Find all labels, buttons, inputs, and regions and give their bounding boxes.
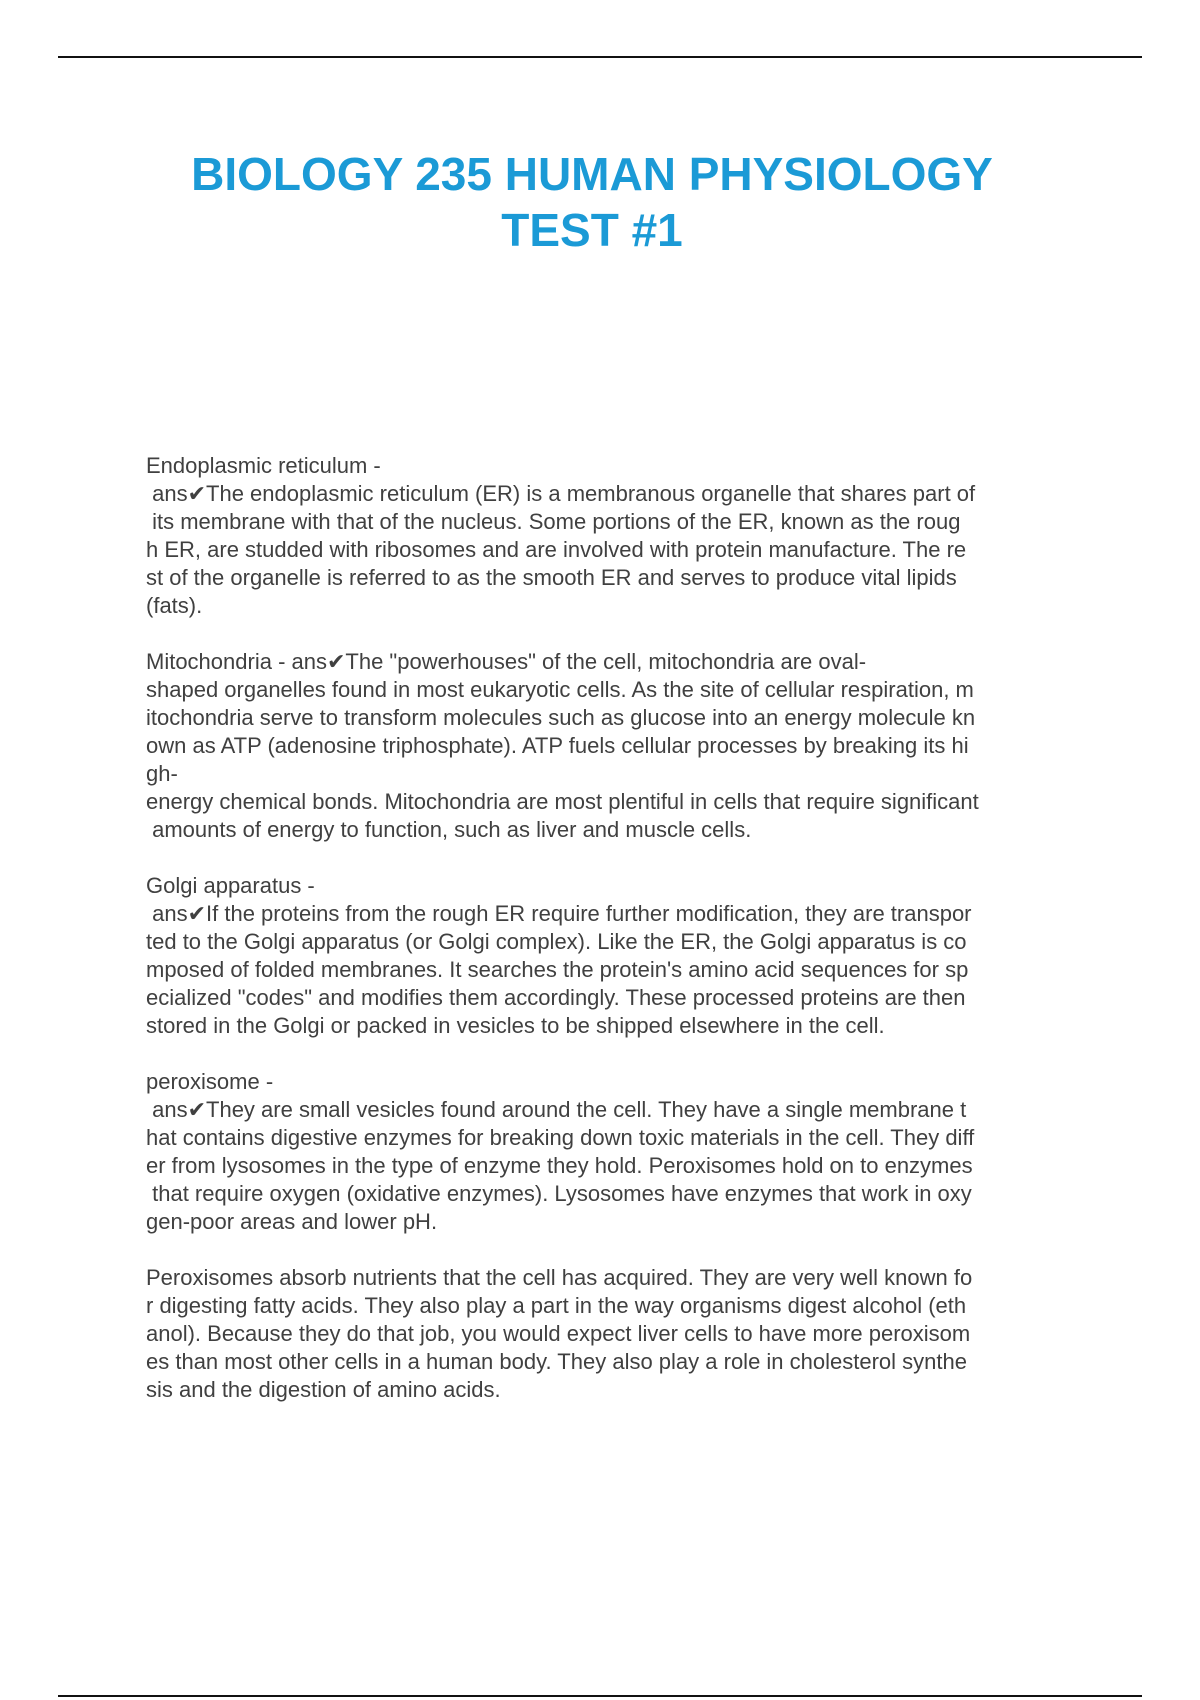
text-line: that require oxygen (oxidative enzymes). Lysosomes have enzymes that work in oxy [146, 1181, 972, 1206]
text-line: shaped organelles found in most eukaryotic cells. As the site of cellular respiration, m [146, 677, 974, 702]
text-line: Peroxisomes absorb nutrients that the cell has acquired. They are very well known fo [146, 1265, 973, 1290]
document-body [146, 452, 1086, 1432]
qa-peroxisome [146, 1068, 1086, 1236]
text-line: Mitochondria - ans✔The "powerhouses" of the cell, mitochondria are oval- [146, 649, 867, 674]
text-line: hat contains digestive enzymes for breaking down toxic materials in the cell. They diff [146, 1125, 975, 1150]
title-line-2: TEST #1 [501, 204, 683, 256]
text-line: peroxisome - [146, 1069, 274, 1094]
text-line: anol). Because they do that job, you would expect liver cells to have more peroxisom [146, 1321, 971, 1346]
text-line: ted to the Golgi apparatus (or Golgi complex). Like the ER, the Golgi apparatus is co [146, 929, 967, 954]
text-line: itochondria serve to transform molecules such as glucose into an energy molecule kn [146, 705, 976, 730]
text-line: own as ATP (adenosine triphosphate). ATP fuels cellular processes by breaking its hi [146, 733, 969, 758]
text-line: energy chemical bonds. Mitochondria are most plentiful in cells that require significant [146, 789, 979, 814]
text-line: es than most other cells in a human body. They also play a role in cholesterol synthe [146, 1349, 967, 1374]
text-line: Golgi apparatus - [146, 873, 315, 898]
text-line: sis and the digestion of amino acids. [146, 1377, 501, 1402]
text-line: ecialized "codes" and modifies them accordingly. These processed proteins are then [146, 985, 966, 1010]
text-line: mposed of folded membranes. It searches the protein's amino acid sequences for sp [146, 957, 969, 982]
text-line: ans✔They are small vesicles found around the cell. They have a single membrane t [146, 1097, 967, 1122]
text-line: r digesting fatty acids. They also play a part in the way organisms digest alcohol (eth [146, 1293, 967, 1318]
text-line: gen-poor areas and lower pH. [146, 1209, 438, 1234]
text-line: ans✔The endoplasmic reticulum (ER) is a membranous organelle that shares part of [146, 481, 976, 506]
page-title [0, 146, 1184, 258]
qa-endoplasmic-reticulum [146, 452, 1086, 620]
top-rule [58, 56, 1142, 58]
title-line-1: BIOLOGY 235 HUMAN PHYSIOLOGY [191, 148, 993, 200]
text-line: stored in the Golgi or packed in vesicles to be shipped elsewhere in the cell. [146, 1013, 885, 1038]
text-line: st of the organelle is referred to as the smooth ER and serves to produce vital lipids [146, 565, 957, 590]
qa-peroxisomes-paragraph [146, 1264, 1086, 1404]
qa-golgi-apparatus [146, 872, 1086, 1040]
text-line: its membrane with that of the nucleus. Some portions of the ER, known as the roug [146, 509, 961, 534]
bottom-rule [58, 1695, 1142, 1697]
text-line: amounts of energy to function, such as liver and muscle cells. [146, 817, 752, 842]
qa-mitochondria [146, 648, 1086, 844]
text-line: h ER, are studded with ribosomes and are involved with protein manufacture. The re [146, 537, 967, 562]
text-line: ans✔If the proteins from the rough ER require further modification, they are transpor [146, 901, 972, 926]
text-line: Endoplasmic reticulum - [146, 453, 381, 478]
text-line: er from lysosomes in the type of enzyme they hold. Peroxisomes hold on to enzymes [146, 1153, 973, 1178]
text-line: gh- [146, 761, 178, 786]
text-line: (fats). [146, 593, 203, 618]
